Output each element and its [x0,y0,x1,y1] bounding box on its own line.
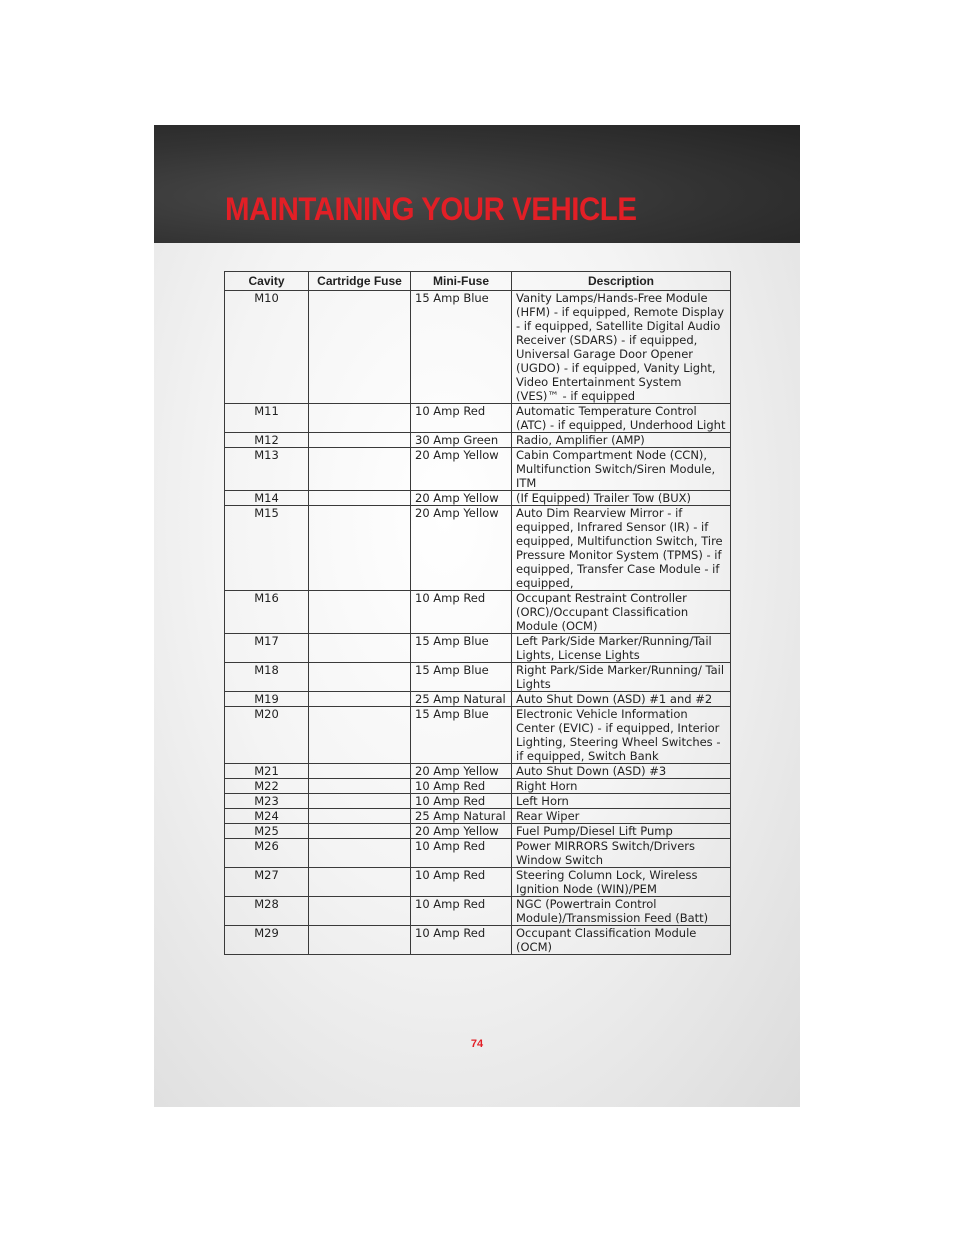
cartridge-fuse-cell [309,433,411,448]
cavity-cell: M22 [225,779,309,794]
cavity-cell: M14 [225,491,309,506]
description-cell: Occupant Classification Module (OCM) [512,926,731,955]
cartridge-fuse-cell [309,634,411,663]
description-cell: Auto Dim Rearview Mirror - if equipped, Infrared Sensor (IR) - if equipped, Multifunction Switch, Tire Pressure Monitor System (TPMS) - if equipped, Transfer Case Module - if equipped, [512,506,731,591]
table-row [225,809,731,824]
mini-fuse-cell: 10 Amp Red [411,404,512,433]
table-header-row [225,272,731,291]
cavity-cell: M19 [225,692,309,707]
cavity-cell: M21 [225,764,309,779]
table-row [225,926,731,955]
cavity-cell: M26 [225,839,309,868]
mini-fuse-cell: 20 Amp Yellow [411,764,512,779]
table-row [225,663,731,692]
cartridge-fuse-cell [309,839,411,868]
cartridge-fuse-cell [309,404,411,433]
cartridge-fuse-cell [309,692,411,707]
cartridge-fuse-cell [309,824,411,839]
cartridge-fuse-cell [309,291,411,404]
cavity-cell: M16 [225,591,309,634]
cartridge-fuse-cell [309,506,411,591]
column-header-cavity: Cavity [225,272,309,291]
mini-fuse-cell: 20 Amp Yellow [411,448,512,491]
table-row [225,491,731,506]
description-cell: Steering Column Lock, Wireless Ignition Node (WIN)/PEM [512,868,731,897]
cartridge-fuse-cell [309,926,411,955]
description-cell: (If Equipped) Trailer Tow (BUX) [512,491,731,506]
cavity-cell: M12 [225,433,309,448]
table-row [225,868,731,897]
description-cell: Power MIRRORS Switch/Drivers Window Switch [512,839,731,868]
description-cell: Rear Wiper [512,809,731,824]
description-cell: Cabin Compartment Node (CCN), Multifunction Switch/Siren Module, ITM [512,448,731,491]
cavity-cell: M10 [225,291,309,404]
cavity-cell: M25 [225,824,309,839]
cartridge-fuse-cell [309,809,411,824]
mini-fuse-cell: 15 Amp Blue [411,291,512,404]
mini-fuse-cell: 10 Amp Red [411,868,512,897]
description-cell: Automatic Temperature Control (ATC) - if equipped, Underhood Light [512,404,731,433]
mini-fuse-cell: 10 Amp Red [411,839,512,868]
table-row [225,839,731,868]
cavity-cell: M13 [225,448,309,491]
description-cell: Radio, Amplifier (AMP) [512,433,731,448]
manual-page [154,125,800,1107]
mini-fuse-cell: 15 Amp Blue [411,663,512,692]
cartridge-fuse-cell [309,779,411,794]
table-row [225,448,731,491]
cavity-cell: M28 [225,897,309,926]
table-row [225,433,731,448]
mini-fuse-cell: 15 Amp Blue [411,707,512,764]
section-title: MAINTAINING YOUR VEHICLE [225,191,637,227]
table-row [225,591,731,634]
table-row [225,897,731,926]
cartridge-fuse-cell [309,663,411,692]
description-cell: Occupant Restraint Controller (ORC)/Occupant Classification Module (OCM) [512,591,731,634]
description-cell: Right Horn [512,779,731,794]
cavity-cell: M23 [225,794,309,809]
table-row [225,779,731,794]
cavity-cell: M20 [225,707,309,764]
mini-fuse-cell: 10 Amp Red [411,779,512,794]
description-cell: Electronic Vehicle Information Center (EVIC) - if equipped, Interior Lighting, Steering Wheel Switches - if equipped, Switch Bank [512,707,731,764]
cartridge-fuse-cell [309,794,411,809]
table-row [225,824,731,839]
mini-fuse-cell: 30 Amp Green [411,433,512,448]
mini-fuse-cell: 10 Amp Red [411,897,512,926]
mini-fuse-cell: 10 Amp Red [411,926,512,955]
mini-fuse-cell: 15 Amp Blue [411,634,512,663]
table-row [225,291,731,404]
mini-fuse-cell: 20 Amp Yellow [411,491,512,506]
mini-fuse-cell: 10 Amp Red [411,591,512,634]
description-cell: Left Park/Side Marker/Running/Tail Lights, License Lights [512,634,731,663]
mini-fuse-cell: 25 Amp Natural [411,692,512,707]
column-header-mini-fuse: Mini-Fuse [411,272,512,291]
fuse-table [224,271,731,955]
cavity-cell: M15 [225,506,309,591]
mini-fuse-cell: 20 Amp Yellow [411,506,512,591]
mini-fuse-cell: 10 Amp Red [411,794,512,809]
cavity-cell: M29 [225,926,309,955]
table-row [225,692,731,707]
table-row [225,764,731,779]
description-cell: Left Horn [512,794,731,809]
mini-fuse-cell: 20 Amp Yellow [411,824,512,839]
cavity-cell: M11 [225,404,309,433]
description-cell: Auto Shut Down (ASD) #3 [512,764,731,779]
cartridge-fuse-cell [309,764,411,779]
table-row [225,707,731,764]
table-row [225,794,731,809]
table-row [225,404,731,433]
page-number: 74 [470,1038,484,1050]
table-body [225,291,731,955]
cavity-cell: M18 [225,663,309,692]
cavity-cell: M17 [225,634,309,663]
cartridge-fuse-cell [309,448,411,491]
cavity-cell: M24 [225,809,309,824]
cartridge-fuse-cell [309,491,411,506]
description-cell: Fuel Pump/Diesel Lift Pump [512,824,731,839]
description-cell: Right Park/Side Marker/Running/ Tail Lights [512,663,731,692]
description-cell: Auto Shut Down (ASD) #1 and #2 [512,692,731,707]
table-row [225,634,731,663]
description-cell: Vanity Lamps/Hands-Free Module (HFM) - if equipped, Remote Display - if equipped, Satellite Digital Audio Receiver (SDARS) - if equipped, Universal Garage Door Opener (UGDO) - if equipped, Vanity Light, Video Entertainment System (VES)™ - if equipped [512,291,731,404]
column-header-description: Description [512,272,731,291]
cartridge-fuse-cell [309,897,411,926]
cartridge-fuse-cell [309,868,411,897]
description-cell: NGC (Powertrain Control Module)/Transmission Feed (Batt) [512,897,731,926]
cavity-cell: M27 [225,868,309,897]
column-header-cartridge-fuse: Cartridge Fuse [309,272,411,291]
table-row [225,506,731,591]
cartridge-fuse-cell [309,591,411,634]
mini-fuse-cell: 25 Amp Natural [411,809,512,824]
cartridge-fuse-cell [309,707,411,764]
section-header [154,125,800,243]
